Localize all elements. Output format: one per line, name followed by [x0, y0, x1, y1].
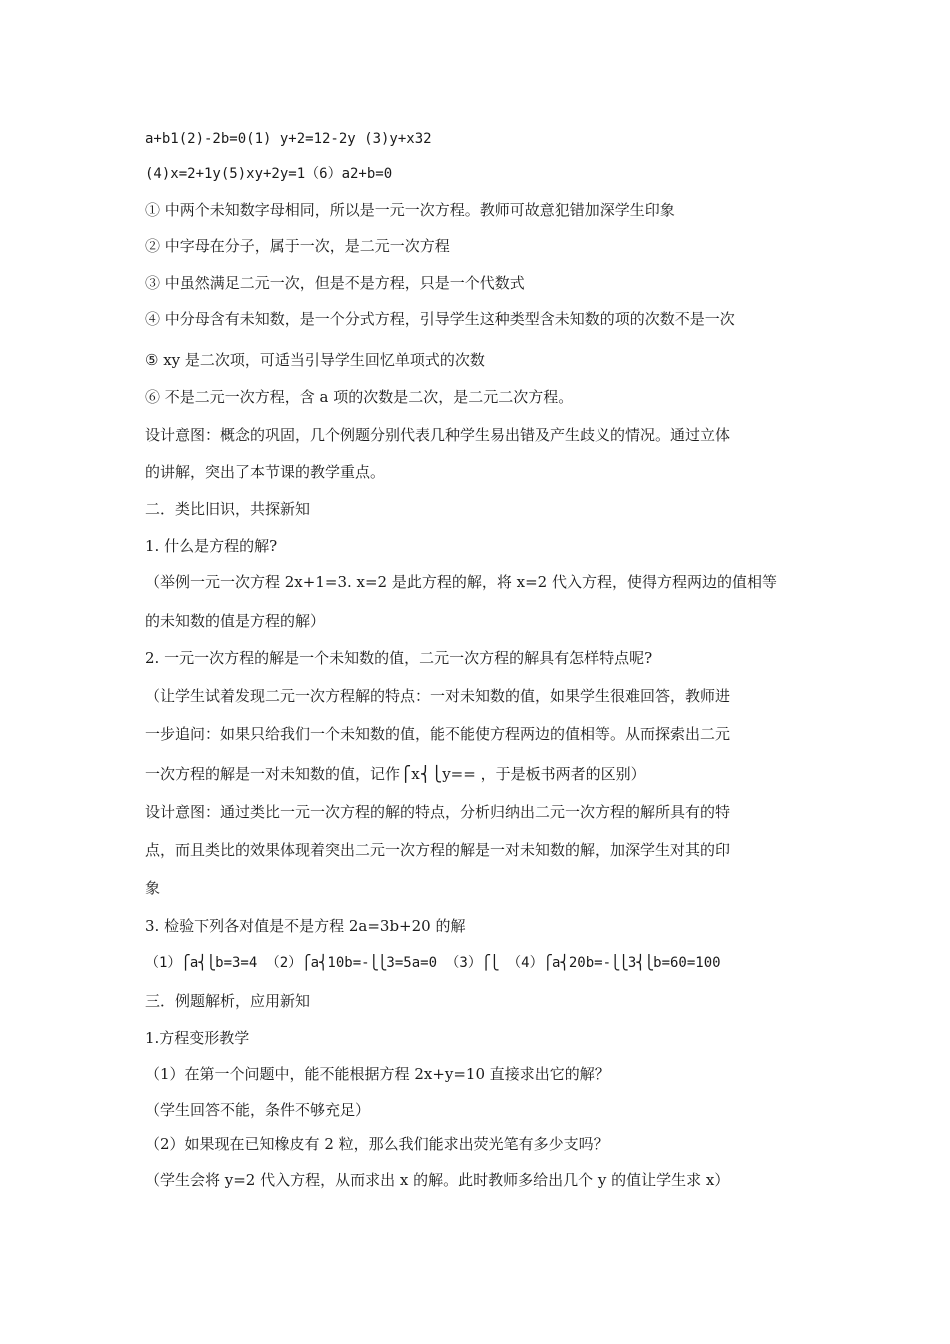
question-3-options: （1）⎧a⎨⎩b=3=4 （2）⎧a⎨10b=-⎩⎩3=5a=0 （3）⎧⎩ （4）⎧a⎨20b=-⎩⎩3⎨⎩b=60=100	[145, 955, 721, 971]
analysis-item-2: ② 中字母在分子，属于一次，是二元一次方程	[145, 237, 450, 255]
subsection-heading-1: 1.方程变形教学	[145, 1029, 250, 1047]
example-paragraph: （举例一元一次方程 2x+1=3. x=2 是此方程的解，将 x=2 代入方程，使得方程两边的值相等	[145, 573, 777, 591]
analysis-item-1: ① 中两个未知数字母相同，所以是一元一次方程。教师可故意犯错加深学生印象	[145, 201, 675, 219]
analysis-item-4: ④ 中分母含有未知数，是一个分式方程，引导学生这种类型含未知数的项的次数不是一次	[145, 310, 735, 328]
design-intent-paragraph-1-cont: 的讲解，突出了本节课的教学重点。	[145, 463, 386, 481]
question-2: 2. 一元一次方程的解是一个未知数的值，二元一次方程的解具有怎样特点呢?	[145, 649, 653, 667]
design-intent-paragraph-2-cont-2: 象	[145, 879, 161, 897]
sub-answer-1: （学生回答不能，条件不够充足）	[145, 1101, 371, 1119]
analysis-item-5: ⑤ xy 是二次项，可适当引导学生回忆单项式的次数	[145, 351, 485, 369]
equation-line-1: a+b1(2)-2b=0(1) y+2=12-2y (3)y+x32	[145, 131, 432, 147]
design-intent-paragraph-2: 设计意图：通过类比一元一次方程的解的特点，分析归纳出二元一次方程的解所具有的特	[145, 803, 731, 821]
guidance-paragraph-cont-2: 一次方程的解是一对未知数的值，记作⎧x⎨⎩y== ，于是板书两者的区别）	[145, 765, 646, 783]
design-intent-paragraph-2-cont-1: 点，而且类比的效果体现着突出二元一次方程的解是一对未知数的解，加深学生对其的印	[145, 841, 731, 859]
section-heading-3: 三．例题解析，应用新知	[145, 992, 311, 1010]
example-paragraph-cont: 的未知数的值是方程的解）	[145, 612, 326, 630]
sub-answer-2: （学生会将 y=2 代入方程，从而求出 x 的解。此时教师多给出几个 y 的值让学生求 x）	[145, 1171, 730, 1189]
question-3: 3. 检验下列各对值是不是方程 2a=3b+20 的解	[145, 917, 466, 935]
sub-question-1: （1）在第一个问题中，能不能根据方程 2x+y=10 直接求出它的解？	[145, 1065, 610, 1083]
analysis-item-3: ③ 中虽然满足二元一次，但是不是方程，只是一个代数式	[145, 274, 525, 292]
guidance-paragraph-cont-1: 一步追问：如果只给我们一个未知数的值，能不能使方程两边的值相等。从而探索出二元	[145, 725, 731, 743]
equation-line-2: (4)x=2+1y(5)xy+2y=1（6）a2+b=0	[145, 166, 393, 182]
guidance-paragraph: （让学生试着发现二元一次方程解的特点：一对未知数的值，如果学生很难回答，教师进	[145, 687, 731, 705]
question-1: 1. 什么是方程的解?	[145, 537, 278, 555]
section-heading-2: 二．类比旧识，共探新知	[145, 500, 311, 518]
design-intent-paragraph-1: 设计意图：概念的巩固，几个例题分别代表几种学生易出错及产生歧义的情况。通过立体	[145, 426, 731, 444]
sub-question-2: （2）如果现在已知橡皮有 2 粒，那么我们能求出荧光笔有多少支吗？	[145, 1135, 609, 1153]
analysis-item-6: ⑥ 不是二元一次方程，含 a 项的次数是二次，是二元二次方程。	[145, 388, 574, 406]
